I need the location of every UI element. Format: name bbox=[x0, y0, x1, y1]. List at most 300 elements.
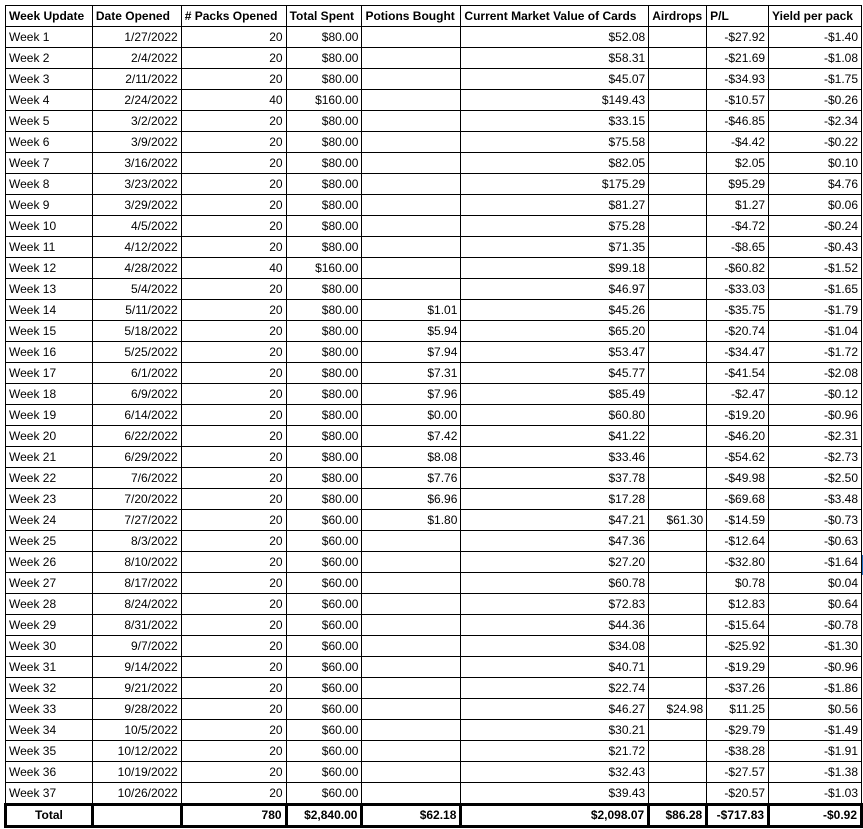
date-cell[interactable]: 9/21/2022 bbox=[92, 678, 181, 699]
week-cell[interactable]: Week 23 bbox=[6, 489, 93, 510]
airdrops-cell[interactable] bbox=[649, 720, 707, 741]
market-value-cell[interactable]: $99.18 bbox=[461, 258, 649, 279]
market-value-cell[interactable]: $45.26 bbox=[461, 300, 649, 321]
packs-cell[interactable]: 20 bbox=[181, 783, 286, 805]
packs-cell[interactable]: 20 bbox=[181, 468, 286, 489]
potions-cell[interactable] bbox=[362, 741, 461, 762]
week-cell[interactable]: Week 11 bbox=[6, 237, 93, 258]
airdrops-cell[interactable] bbox=[649, 636, 707, 657]
pl-cell[interactable]: -$46.20 bbox=[707, 426, 769, 447]
total-spent-cell[interactable]: $80.00 bbox=[286, 447, 362, 468]
total-spent-cell[interactable]: $60.00 bbox=[286, 762, 362, 783]
week-cell[interactable]: Week 6 bbox=[6, 132, 93, 153]
airdrops-cell[interactable] bbox=[649, 363, 707, 384]
yield-cell[interactable]: -$1.40 bbox=[769, 27, 862, 48]
date-cell[interactable]: 10/19/2022 bbox=[92, 762, 181, 783]
yield-cell[interactable]: -$1.04 bbox=[769, 321, 862, 342]
airdrops-cell[interactable] bbox=[649, 321, 707, 342]
packs-cell[interactable]: 20 bbox=[181, 342, 286, 363]
yield-cell[interactable]: -$1.79 bbox=[769, 300, 862, 321]
pl-cell[interactable]: -$25.92 bbox=[707, 636, 769, 657]
pl-cell[interactable]: $0.78 bbox=[707, 573, 769, 594]
packs-cell[interactable]: 40 bbox=[181, 258, 286, 279]
total-spent-cell[interactable]: $60.00 bbox=[286, 531, 362, 552]
week-cell[interactable]: Week 32 bbox=[6, 678, 93, 699]
week-update-header[interactable]: Week Update bbox=[6, 6, 93, 27]
total-spent-cell[interactable]: $80.00 bbox=[286, 69, 362, 90]
week-cell[interactable]: Week 28 bbox=[6, 594, 93, 615]
date-cell[interactable]: 6/9/2022 bbox=[92, 384, 181, 405]
total-spent-cell[interactable]: $60.00 bbox=[286, 573, 362, 594]
packs-cell[interactable]: 20 bbox=[181, 552, 286, 573]
pl-cell[interactable]: $12.83 bbox=[707, 594, 769, 615]
packs-cell[interactable]: 20 bbox=[181, 363, 286, 384]
week-cell[interactable]: Week 34 bbox=[6, 720, 93, 741]
market-value-cell[interactable]: $40.71 bbox=[461, 657, 649, 678]
total-potions-cell[interactable]: $62.18 bbox=[362, 805, 461, 827]
packs-cell[interactable]: 20 bbox=[181, 447, 286, 468]
total-spent-cell[interactable]: $80.00 bbox=[286, 342, 362, 363]
potions-cell[interactable] bbox=[362, 720, 461, 741]
week-cell[interactable]: Week 30 bbox=[6, 636, 93, 657]
total-spent-cell[interactable]: $80.00 bbox=[286, 405, 362, 426]
total-spent-cell[interactable]: $160.00 bbox=[286, 258, 362, 279]
pl-cell[interactable]: -$35.75 bbox=[707, 300, 769, 321]
total-airdrops-cell[interactable]: $86.28 bbox=[649, 805, 707, 827]
yield-cell[interactable]: -$0.43 bbox=[769, 237, 862, 258]
yield-cell[interactable]: $4.76 bbox=[769, 174, 862, 195]
week-cell[interactable]: Week 26 bbox=[6, 552, 93, 573]
market-value-cell[interactable]: $81.27 bbox=[461, 195, 649, 216]
week-cell[interactable]: Week 14 bbox=[6, 300, 93, 321]
packs-cell[interactable]: 20 bbox=[181, 237, 286, 258]
airdrops-cell[interactable] bbox=[649, 531, 707, 552]
airdrops-cell[interactable] bbox=[649, 342, 707, 363]
packs-cell[interactable]: 20 bbox=[181, 531, 286, 552]
yield-cell[interactable]: -$2.31 bbox=[769, 426, 862, 447]
market-value-cell[interactable]: $149.43 bbox=[461, 90, 649, 111]
week-cell[interactable]: Week 13 bbox=[6, 279, 93, 300]
date-cell[interactable]: 10/12/2022 bbox=[92, 741, 181, 762]
week-cell[interactable]: Week 1 bbox=[6, 27, 93, 48]
potions-cell[interactable] bbox=[362, 111, 461, 132]
week-cell[interactable]: Week 33 bbox=[6, 699, 93, 720]
date-cell[interactable]: 8/10/2022 bbox=[92, 552, 181, 573]
yield-cell[interactable]: -$1.75 bbox=[769, 69, 862, 90]
total-spent-cell[interactable]: $80.00 bbox=[286, 237, 362, 258]
total-spent-cell[interactable]: $80.00 bbox=[286, 468, 362, 489]
market-value-cell[interactable]: $82.05 bbox=[461, 153, 649, 174]
airdrops-cell[interactable] bbox=[649, 594, 707, 615]
pl-cell[interactable]: -$20.57 bbox=[707, 783, 769, 805]
potions-cell[interactable] bbox=[362, 636, 461, 657]
pl-cell[interactable]: -$10.57 bbox=[707, 90, 769, 111]
pl-cell[interactable]: -$49.98 bbox=[707, 468, 769, 489]
airdrops-cell[interactable] bbox=[649, 489, 707, 510]
total-spent-cell[interactable]: $80.00 bbox=[286, 426, 362, 447]
date-cell[interactable]: 6/29/2022 bbox=[92, 447, 181, 468]
total-spent-cell[interactable]: $80.00 bbox=[286, 111, 362, 132]
yield-cell[interactable]: -$0.63 bbox=[769, 531, 862, 552]
market-value-cell[interactable]: $21.72 bbox=[461, 741, 649, 762]
market-value-cell[interactable]: $33.46 bbox=[461, 447, 649, 468]
market-value-cell[interactable]: $47.36 bbox=[461, 531, 649, 552]
total-spent-cell[interactable]: $80.00 bbox=[286, 384, 362, 405]
potions-cell[interactable] bbox=[362, 594, 461, 615]
week-cell[interactable]: Week 4 bbox=[6, 90, 93, 111]
market-value-cell[interactable]: $22.74 bbox=[461, 678, 649, 699]
potions-cell[interactable] bbox=[362, 531, 461, 552]
pl-cell[interactable]: -$38.28 bbox=[707, 741, 769, 762]
week-cell[interactable]: Week 2 bbox=[6, 48, 93, 69]
airdrops-cell[interactable] bbox=[649, 279, 707, 300]
week-cell[interactable]: Week 10 bbox=[6, 216, 93, 237]
airdrops-cell[interactable] bbox=[649, 90, 707, 111]
total-market-value-cell[interactable]: $2,098.07 bbox=[461, 805, 649, 827]
yield-cell[interactable]: -$1.52 bbox=[769, 258, 862, 279]
date-cell[interactable]: 2/11/2022 bbox=[92, 69, 181, 90]
yield-cell[interactable]: -$2.08 bbox=[769, 363, 862, 384]
pl-cell[interactable]: -$60.82 bbox=[707, 258, 769, 279]
yield-cell[interactable]: -$1.03 bbox=[769, 783, 862, 805]
airdrops-cell[interactable]: $61.30 bbox=[649, 510, 707, 531]
total-week-cell[interactable]: Total bbox=[6, 805, 93, 827]
total-pl-cell[interactable]: -$717.83 bbox=[707, 805, 769, 827]
total-spent-cell[interactable]: $60.00 bbox=[286, 510, 362, 531]
pl-cell[interactable]: -$37.26 bbox=[707, 678, 769, 699]
total-spent-cell[interactable]: $80.00 bbox=[286, 279, 362, 300]
date-cell[interactable]: 9/14/2022 bbox=[92, 657, 181, 678]
airdrops-cell[interactable]: $24.98 bbox=[649, 699, 707, 720]
yield-cell[interactable]: $0.56 bbox=[769, 699, 862, 720]
potions-cell[interactable] bbox=[362, 90, 461, 111]
pl-cell[interactable]: -$32.80 bbox=[707, 552, 769, 573]
packs-cell[interactable]: 20 bbox=[181, 489, 286, 510]
pl-cell[interactable]: -$12.64 bbox=[707, 531, 769, 552]
airdrops-cell[interactable] bbox=[649, 258, 707, 279]
packs-cell[interactable]: 20 bbox=[181, 279, 286, 300]
total-spent-cell[interactable]: $60.00 bbox=[286, 699, 362, 720]
pl-header[interactable]: P/L bbox=[707, 6, 769, 27]
total-spent-cell[interactable]: $60.00 bbox=[286, 678, 362, 699]
market-value-cell[interactable]: $37.78 bbox=[461, 468, 649, 489]
potions-cell[interactable] bbox=[362, 279, 461, 300]
date-cell[interactable]: 8/3/2022 bbox=[92, 531, 181, 552]
date-cell[interactable]: 6/14/2022 bbox=[92, 405, 181, 426]
date-cell[interactable]: 6/22/2022 bbox=[92, 426, 181, 447]
market-value-cell[interactable]: $17.28 bbox=[461, 489, 649, 510]
total-yield-cell[interactable]: -$0.92 bbox=[769, 805, 862, 827]
week-cell[interactable]: Week 35 bbox=[6, 741, 93, 762]
packs-cell[interactable]: 20 bbox=[181, 573, 286, 594]
pl-cell[interactable]: -$15.64 bbox=[707, 615, 769, 636]
market-value-cell[interactable]: $41.22 bbox=[461, 426, 649, 447]
total-total-spent-cell[interactable]: $2,840.00 bbox=[286, 805, 362, 827]
market-value-cell[interactable]: $34.08 bbox=[461, 636, 649, 657]
packs-cell[interactable]: 20 bbox=[181, 510, 286, 531]
market-value-cell[interactable]: $30.21 bbox=[461, 720, 649, 741]
pl-cell[interactable]: -$46.85 bbox=[707, 111, 769, 132]
airdrops-cell[interactable] bbox=[649, 762, 707, 783]
potions-cell[interactable]: $1.01 bbox=[362, 300, 461, 321]
market-value-cell[interactable]: $75.28 bbox=[461, 216, 649, 237]
potions-cell[interactable] bbox=[362, 552, 461, 573]
market-value-cell[interactable]: $52.08 bbox=[461, 27, 649, 48]
potions-cell[interactable] bbox=[362, 573, 461, 594]
pl-cell[interactable]: -$34.47 bbox=[707, 342, 769, 363]
pl-cell[interactable]: -$54.62 bbox=[707, 447, 769, 468]
yield-cell[interactable]: $0.64 bbox=[769, 594, 862, 615]
pl-cell[interactable]: -$33.03 bbox=[707, 279, 769, 300]
yield-cell[interactable]: -$1.91 bbox=[769, 741, 862, 762]
airdrops-cell[interactable] bbox=[649, 132, 707, 153]
market-value-cell[interactable]: $71.35 bbox=[461, 237, 649, 258]
potions-cell[interactable] bbox=[362, 657, 461, 678]
week-cell[interactable]: Week 25 bbox=[6, 531, 93, 552]
potions-cell[interactable] bbox=[362, 27, 461, 48]
date-cell[interactable]: 5/18/2022 bbox=[92, 321, 181, 342]
total-spent-cell[interactable]: $80.00 bbox=[286, 195, 362, 216]
market-value-cell[interactable]: $58.31 bbox=[461, 48, 649, 69]
week-cell[interactable]: Week 22 bbox=[6, 468, 93, 489]
pl-cell[interactable]: -$69.68 bbox=[707, 489, 769, 510]
week-cell[interactable]: Week 19 bbox=[6, 405, 93, 426]
market-value-cell[interactable]: $46.27 bbox=[461, 699, 649, 720]
potions-cell[interactable]: $7.31 bbox=[362, 363, 461, 384]
potions-cell[interactable]: $8.08 bbox=[362, 447, 461, 468]
pl-cell[interactable]: -$20.74 bbox=[707, 321, 769, 342]
pl-cell[interactable]: -$19.20 bbox=[707, 405, 769, 426]
packs-cell[interactable]: 40 bbox=[181, 90, 286, 111]
total-spent-cell[interactable]: $60.00 bbox=[286, 657, 362, 678]
packs-cell[interactable]: 20 bbox=[181, 636, 286, 657]
market-value-cell[interactable]: $27.20 bbox=[461, 552, 649, 573]
market-value-cell[interactable]: $60.80 bbox=[461, 405, 649, 426]
date-cell[interactable]: 4/28/2022 bbox=[92, 258, 181, 279]
week-cell[interactable]: Week 7 bbox=[6, 153, 93, 174]
market-value-cell[interactable]: $175.29 bbox=[461, 174, 649, 195]
total-spent-cell[interactable]: $60.00 bbox=[286, 783, 362, 805]
pl-cell[interactable]: $2.05 bbox=[707, 153, 769, 174]
yield-cell[interactable]: -$0.24 bbox=[769, 216, 862, 237]
potions-cell[interactable]: $7.94 bbox=[362, 342, 461, 363]
yield-cell[interactable]: -$2.34 bbox=[769, 111, 862, 132]
packs-cell[interactable]: 20 bbox=[181, 132, 286, 153]
potions-cell[interactable] bbox=[362, 69, 461, 90]
yield-cell[interactable]: $0.04 bbox=[769, 573, 862, 594]
packs-cell[interactable]: 20 bbox=[181, 384, 286, 405]
airdrops-cell[interactable] bbox=[649, 195, 707, 216]
market-value-cell[interactable]: $47.21 bbox=[461, 510, 649, 531]
date-cell[interactable]: 6/1/2022 bbox=[92, 363, 181, 384]
packs-cell[interactable]: 20 bbox=[181, 594, 286, 615]
date-cell[interactable]: 8/31/2022 bbox=[92, 615, 181, 636]
packs-cell[interactable]: 20 bbox=[181, 426, 286, 447]
airdrops-cell[interactable] bbox=[649, 426, 707, 447]
potions-cell[interactable] bbox=[362, 195, 461, 216]
airdrops-cell[interactable] bbox=[649, 384, 707, 405]
potions-cell[interactable]: $0.00 bbox=[362, 405, 461, 426]
total-spent-cell[interactable]: $80.00 bbox=[286, 48, 362, 69]
pl-cell[interactable]: -$19.29 bbox=[707, 657, 769, 678]
week-cell[interactable]: Week 17 bbox=[6, 363, 93, 384]
week-cell[interactable]: Week 27 bbox=[6, 573, 93, 594]
potions-cell[interactable]: $7.42 bbox=[362, 426, 461, 447]
market-value-cell[interactable]: $53.47 bbox=[461, 342, 649, 363]
pl-cell[interactable]: $11.25 bbox=[707, 699, 769, 720]
potions-cell[interactable]: $7.76 bbox=[362, 468, 461, 489]
airdrops-cell[interactable] bbox=[649, 237, 707, 258]
airdrops-cell[interactable] bbox=[649, 783, 707, 805]
packs-cell[interactable]: 20 bbox=[181, 321, 286, 342]
packs-cell[interactable]: 20 bbox=[181, 720, 286, 741]
date-cell[interactable]: 7/6/2022 bbox=[92, 468, 181, 489]
airdrops-cell[interactable] bbox=[649, 468, 707, 489]
pl-cell[interactable]: -$8.65 bbox=[707, 237, 769, 258]
yield-cell[interactable]: -$1.38 bbox=[769, 762, 862, 783]
week-cell[interactable]: Week 31 bbox=[6, 657, 93, 678]
yield-cell[interactable]: -$0.96 bbox=[769, 405, 862, 426]
packs-cell[interactable]: 20 bbox=[181, 762, 286, 783]
market-value-cell[interactable]: $44.36 bbox=[461, 615, 649, 636]
yield-cell[interactable]: -$0.26 bbox=[769, 90, 862, 111]
packs-cell[interactable]: 20 bbox=[181, 657, 286, 678]
market-value-cell[interactable]: $45.07 bbox=[461, 69, 649, 90]
packs-cell[interactable]: 20 bbox=[181, 153, 286, 174]
yield-cell[interactable]: -$0.78 bbox=[769, 615, 862, 636]
market-value-cell[interactable]: $65.20 bbox=[461, 321, 649, 342]
pl-cell[interactable]: -$27.92 bbox=[707, 27, 769, 48]
potions-cell[interactable] bbox=[362, 174, 461, 195]
potions-cell[interactable] bbox=[362, 258, 461, 279]
date-cell[interactable]: 4/5/2022 bbox=[92, 216, 181, 237]
airdrops-cell[interactable] bbox=[649, 615, 707, 636]
potions-cell[interactable] bbox=[362, 216, 461, 237]
potions-cell[interactable]: $6.96 bbox=[362, 489, 461, 510]
yield-cell[interactable]: -$0.96 bbox=[769, 657, 862, 678]
yield-cell[interactable]: -$3.48 bbox=[769, 489, 862, 510]
market-value-cell[interactable]: $46.97 bbox=[461, 279, 649, 300]
pl-cell[interactable]: -$4.72 bbox=[707, 216, 769, 237]
packs-opened-header[interactable]: # Packs Opened bbox=[181, 6, 286, 27]
total-date-cell[interactable] bbox=[92, 805, 181, 827]
pl-cell[interactable]: -$41.54 bbox=[707, 363, 769, 384]
date-cell[interactable]: 5/25/2022 bbox=[92, 342, 181, 363]
yield-cell[interactable]: -$1.72 bbox=[769, 342, 862, 363]
pl-cell[interactable]: -$29.79 bbox=[707, 720, 769, 741]
week-cell[interactable]: Week 24 bbox=[6, 510, 93, 531]
date-cell[interactable]: 3/9/2022 bbox=[92, 132, 181, 153]
pl-cell[interactable]: -$21.69 bbox=[707, 48, 769, 69]
yield-cell[interactable]: -$1.08 bbox=[769, 48, 862, 69]
date-cell[interactable]: 2/4/2022 bbox=[92, 48, 181, 69]
potions-cell[interactable] bbox=[362, 699, 461, 720]
week-cell[interactable]: Week 3 bbox=[6, 69, 93, 90]
market-value-header[interactable]: Current Market Value of Cards bbox=[461, 6, 649, 27]
yield-cell[interactable]: $0.10 bbox=[769, 153, 862, 174]
packs-cell[interactable]: 20 bbox=[181, 195, 286, 216]
yield-header[interactable]: Yield per pack bbox=[769, 6, 862, 27]
potions-cell[interactable] bbox=[362, 153, 461, 174]
market-value-cell[interactable]: $32.43 bbox=[461, 762, 649, 783]
date-cell[interactable]: 9/28/2022 bbox=[92, 699, 181, 720]
yield-cell[interactable]: $0.06 bbox=[769, 195, 862, 216]
airdrops-cell[interactable] bbox=[649, 678, 707, 699]
total-spent-cell[interactable]: $80.00 bbox=[286, 363, 362, 384]
potions-cell[interactable] bbox=[362, 762, 461, 783]
date-cell[interactable]: 9/7/2022 bbox=[92, 636, 181, 657]
week-cell[interactable]: Week 29 bbox=[6, 615, 93, 636]
week-cell[interactable]: Week 5 bbox=[6, 111, 93, 132]
airdrops-cell[interactable] bbox=[649, 174, 707, 195]
total-spent-cell[interactable]: $60.00 bbox=[286, 594, 362, 615]
yield-cell[interactable]: -$2.73 bbox=[769, 447, 862, 468]
date-cell[interactable]: 3/29/2022 bbox=[92, 195, 181, 216]
potions-cell[interactable]: $7.96 bbox=[362, 384, 461, 405]
potions-cell[interactable] bbox=[362, 132, 461, 153]
total-spent-cell[interactable]: $80.00 bbox=[286, 321, 362, 342]
pl-cell[interactable]: -$34.93 bbox=[707, 69, 769, 90]
total-spent-cell[interactable]: $60.00 bbox=[286, 636, 362, 657]
yield-cell[interactable]: -$1.49 bbox=[769, 720, 862, 741]
airdrops-cell[interactable] bbox=[649, 111, 707, 132]
total-spent-cell[interactable]: $60.00 bbox=[286, 552, 362, 573]
date-cell[interactable]: 5/4/2022 bbox=[92, 279, 181, 300]
week-cell[interactable]: Week 9 bbox=[6, 195, 93, 216]
date-cell[interactable]: 5/11/2022 bbox=[92, 300, 181, 321]
airdrops-cell[interactable] bbox=[649, 216, 707, 237]
date-cell[interactable]: 3/23/2022 bbox=[92, 174, 181, 195]
total-spent-cell[interactable]: $80.00 bbox=[286, 132, 362, 153]
week-cell[interactable]: Week 36 bbox=[6, 762, 93, 783]
total-spent-cell[interactable]: $60.00 bbox=[286, 741, 362, 762]
week-cell[interactable]: Week 18 bbox=[6, 384, 93, 405]
pl-cell[interactable]: -$14.59 bbox=[707, 510, 769, 531]
total-spent-cell[interactable]: $80.00 bbox=[286, 27, 362, 48]
total-spent-cell[interactable]: $80.00 bbox=[286, 174, 362, 195]
potions-cell[interactable]: $1.80 bbox=[362, 510, 461, 531]
potions-cell[interactable] bbox=[362, 237, 461, 258]
week-cell[interactable]: Week 12 bbox=[6, 258, 93, 279]
potions-bought-header[interactable]: Potions Bought bbox=[362, 6, 461, 27]
total-spent-cell[interactable]: $80.00 bbox=[286, 300, 362, 321]
market-value-cell[interactable]: $45.77 bbox=[461, 363, 649, 384]
date-cell[interactable]: 7/20/2022 bbox=[92, 489, 181, 510]
week-cell[interactable]: Week 21 bbox=[6, 447, 93, 468]
airdrops-cell[interactable] bbox=[649, 48, 707, 69]
market-value-cell[interactable]: $33.15 bbox=[461, 111, 649, 132]
date-cell[interactable]: 4/12/2022 bbox=[92, 237, 181, 258]
total-spent-cell[interactable]: $60.00 bbox=[286, 720, 362, 741]
date-cell[interactable]: 1/27/2022 bbox=[92, 27, 181, 48]
airdrops-cell[interactable] bbox=[649, 447, 707, 468]
airdrops-cell[interactable] bbox=[649, 741, 707, 762]
yield-cell[interactable]: -$1.86 bbox=[769, 678, 862, 699]
total-spent-cell[interactable]: $160.00 bbox=[286, 90, 362, 111]
total-packs-cell[interactable]: 780 bbox=[181, 805, 286, 827]
packs-cell[interactable]: 20 bbox=[181, 699, 286, 720]
airdrops-cell[interactable] bbox=[649, 300, 707, 321]
yield-cell[interactable]: -$0.22 bbox=[769, 132, 862, 153]
packs-cell[interactable]: 20 bbox=[181, 678, 286, 699]
pl-cell[interactable]: -$27.57 bbox=[707, 762, 769, 783]
total-spent-cell[interactable]: $80.00 bbox=[286, 216, 362, 237]
potions-cell[interactable] bbox=[362, 678, 461, 699]
packs-cell[interactable]: 20 bbox=[181, 48, 286, 69]
yield-cell[interactable]: -$1.64 bbox=[769, 552, 862, 573]
market-value-cell[interactable]: $39.43 bbox=[461, 783, 649, 805]
packs-cell[interactable]: 20 bbox=[181, 615, 286, 636]
